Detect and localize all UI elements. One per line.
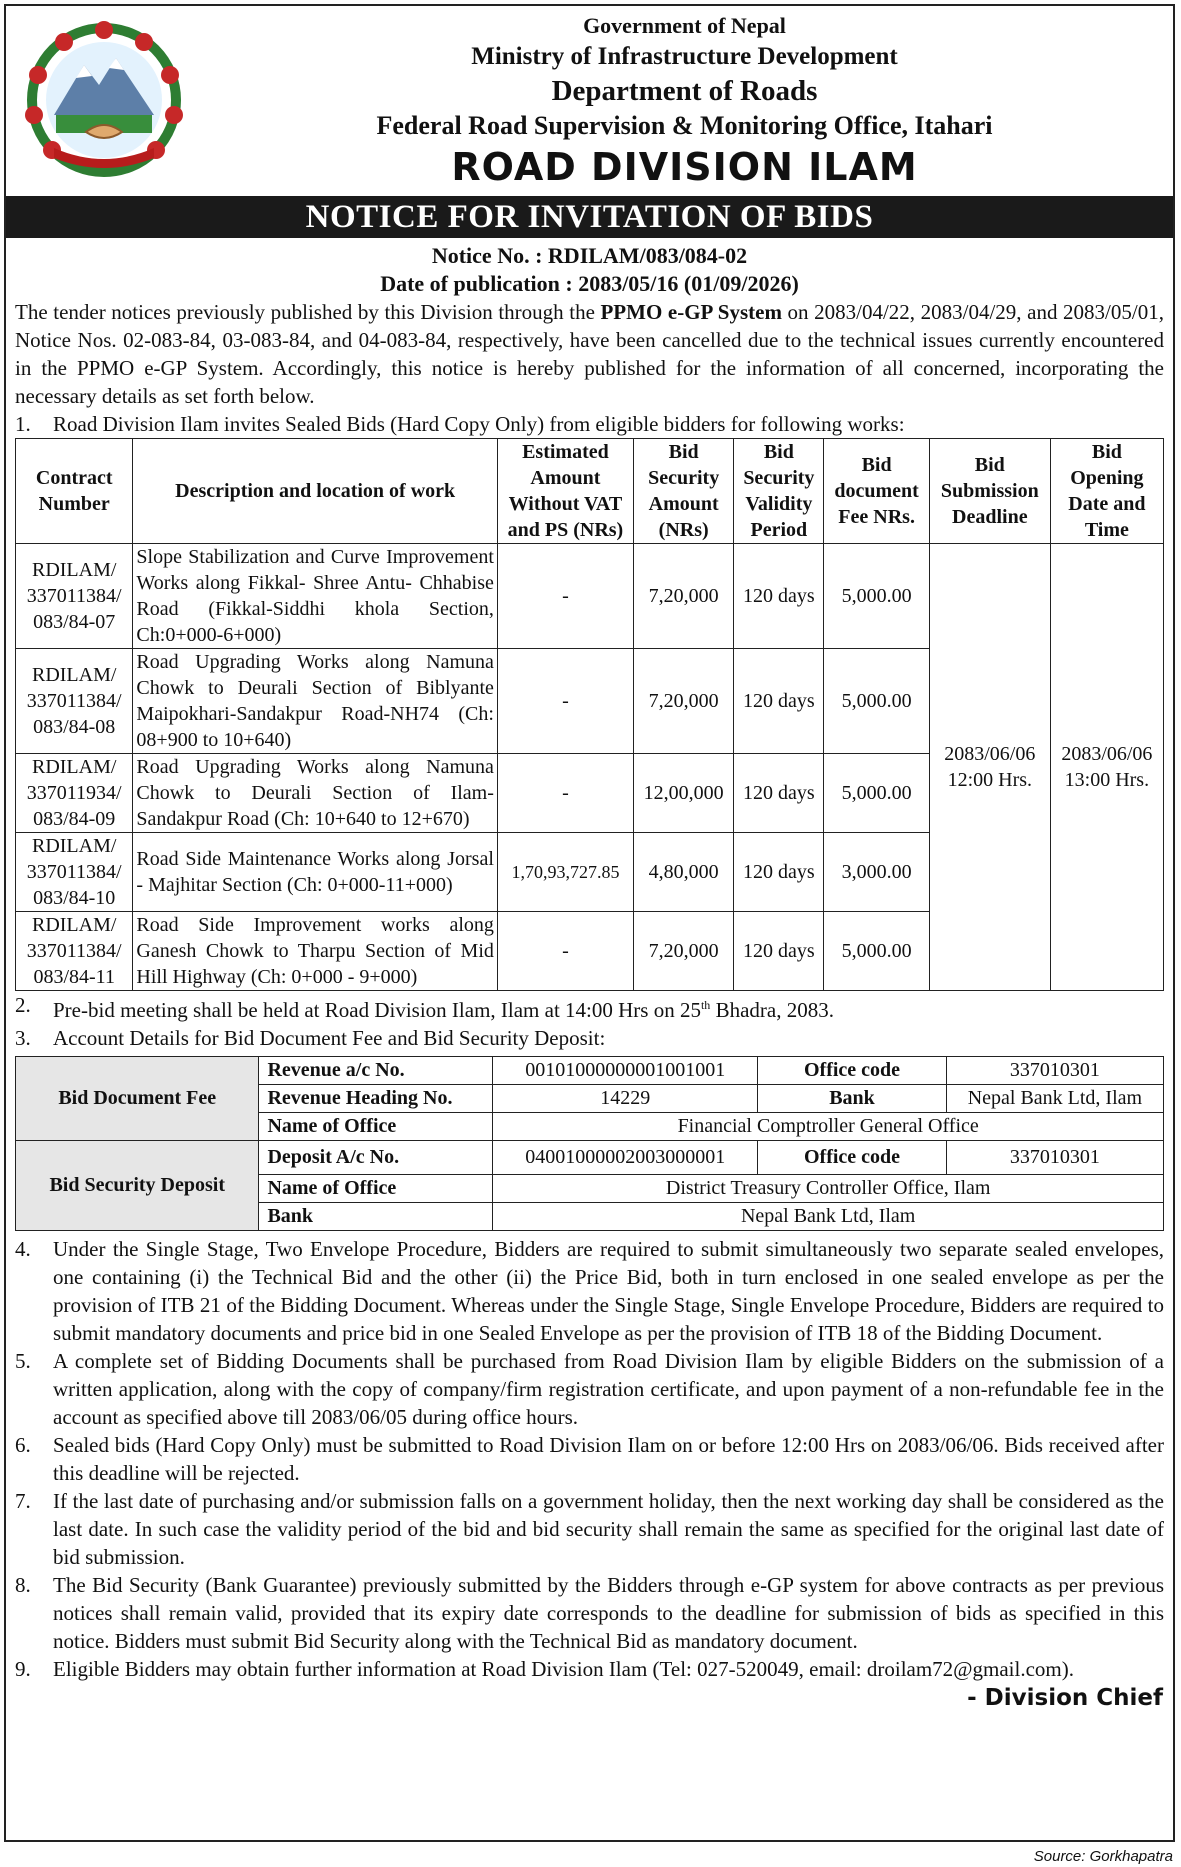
contract-number: RDILAM/ 337011384/ 083/84-10 <box>16 833 133 912</box>
list-item-1 <box>15 410 1164 438</box>
work-description: Road Upgrading Works along Namuna Chowk to Deurali Section of Biblyante Maipokhari-Sandakpur Road-NH74 (Ch: 08+900 to 10+640) <box>133 649 497 754</box>
intro-text-start: The tender notices previously published by this Division through the <box>15 300 601 324</box>
bid-document-fee: 3,000.00 <box>824 833 929 912</box>
publication-date: Date of publication : 2083/05/16 (01/09/2026) <box>380 271 799 296</box>
office-code-value: 337010301 <box>946 1057 1163 1085</box>
works-table <box>15 438 1164 991</box>
col-contract-number: Contract Number <box>16 439 133 544</box>
item-text: Account Details for Bid Document Fee and Bid Security Deposit: <box>53 1026 606 1050</box>
notice-body <box>6 298 1173 1683</box>
notice-frame <box>4 4 1175 1842</box>
bank-label: Bank <box>758 1085 947 1113</box>
bid-security-amount: 7,20,000 <box>633 912 733 991</box>
col-description: Description and location of work <box>133 439 497 544</box>
bid-document-fee: 5,000.00 <box>824 544 929 649</box>
nepal-emblem-icon <box>24 20 184 180</box>
contract-number: RDILAM/ 337011934/ 083/84-09 <box>16 754 133 833</box>
notice-number: Notice No. : RDILAM/083/084-02 <box>431 243 748 268</box>
bid-document-fee: 5,000.00 <box>824 649 929 754</box>
item-number: 7. <box>15 1489 31 1513</box>
bid-security-amount: 7,20,000 <box>633 544 733 649</box>
item-text <box>53 991 1164 1024</box>
item-text: If the last date of purchasing and/or submission falls on a government holiday, then the next working day shall be considered as the last date. In such case the validity period of the bid and bid security shall remain the same as specified for the original last date of bid submission. <box>53 1489 1164 1569</box>
item-number: 6. <box>15 1433 31 1457</box>
table-row <box>16 1141 1164 1175</box>
bid-document-fee: 5,000.00 <box>824 912 929 991</box>
deposit-ac-value: 04001000002003000001 <box>493 1141 758 1175</box>
work-description: Slope Stabilization and Curve Improvement Works along Fikkal- Shree Antu- Chhabise Road (Fikkal-Siddhi khola Section, Ch:0+000-6+000) <box>133 544 497 649</box>
item-text: A complete set of Bidding Documents shall be purchased from Road Division Ilam by eligible Bidders on the submission of a written application, along with the copy of company/firm registration certificate, and upon payment of a non-refundable fee in the account as specified above till 2083/06/05 during office hours. <box>53 1349 1164 1429</box>
bank-value: Nepal Bank Ltd, Ilam <box>493 1203 1164 1231</box>
col-bid-security-amount: Bid Security Amount (NRs) <box>633 439 733 544</box>
office-name-value: District Treasury Controller Office, Ilam <box>493 1175 1164 1203</box>
estimated-amount: - <box>497 649 633 754</box>
source-credit: Source: Gorkhapatra <box>1033 1848 1173 1865</box>
pre-bid-text: Pre-bid meeting shall be held at Road Division Ilam, Ilam at 14:00 Hrs on 25 <box>53 998 701 1022</box>
item-number: 4. <box>15 1237 31 1261</box>
col-bid-opening: Bid Opening Date and Time <box>1050 439 1163 544</box>
list-item-5 <box>15 1347 1164 1431</box>
list-item-6 <box>15 1431 1164 1487</box>
bid-submission-deadline: 2083/06/06 12:00 Hrs. <box>929 544 1050 991</box>
estimated-amount: 1,70,93,727.85 <box>497 833 633 912</box>
notice-banner: NOTICE FOR INVITATION OF BIDS <box>6 196 1173 238</box>
bid-security-amount: 12,00,000 <box>633 754 733 833</box>
bid-opening-time: 2083/06/06 13:00 Hrs. <box>1050 544 1163 991</box>
col-bid-security-validity: Bid Security Validity Period <box>734 439 824 544</box>
bid-security-validity: 120 days <box>734 833 824 912</box>
item-text: Eligible Bidders may obtain further information at Road Division Ilam (Tel: 027-520049, email: droilam72@gmail.com). <box>53 1657 1074 1681</box>
estimated-amount: - <box>497 754 633 833</box>
deposit-ac-label: Deposit A/c No. <box>259 1141 493 1175</box>
bid-security-validity: 120 days <box>734 754 824 833</box>
item-number: 8. <box>15 1573 31 1597</box>
col-bid-submission-deadline: Bid Submission Deadline <box>929 439 1050 544</box>
office-name-label: Name of Office <box>259 1113 493 1141</box>
bid-security-validity: 120 days <box>734 544 824 649</box>
list-item-4 <box>15 1235 1164 1347</box>
revenue-heading-value: 14229 <box>493 1085 758 1113</box>
list-item-8 <box>15 1571 1164 1655</box>
notice-header <box>6 6 1173 196</box>
bank-label: Bank <box>259 1203 493 1231</box>
office-code-label: Office code <box>758 1057 947 1085</box>
header-government: Government of Nepal <box>583 13 786 38</box>
contract-number: RDILAM/ 337011384/ 083/84-07 <box>16 544 133 649</box>
account-details-table <box>15 1056 1164 1231</box>
signature-division-chief: - Division Chief <box>967 1685 1163 1711</box>
contract-number: RDILAM/ 337011384/ 083/84-11 <box>16 912 133 991</box>
list-item-9 <box>15 1655 1164 1683</box>
item-number: 1. <box>15 412 31 436</box>
item-text: The Bid Security (Bank Guarantee) previously submitted by the Bidders through e-GP system for above contracts as per previous notices shall remain valid, provided that its expiry date corresponds to the deadline for submission of bids as specified in this notice. Bidders must submit Bid Security along with the Technical Bid as mandatory document. <box>53 1573 1164 1653</box>
work-description: Road Upgrading Works along Namuna Chowk to Deurali Section of Ilam-Sandakpur Road (Ch: 10+640 to 12+670) <box>133 754 497 833</box>
list-item-7 <box>15 1487 1164 1571</box>
bid-security-validity: 120 days <box>734 912 824 991</box>
office-code-label: Office code <box>758 1141 947 1175</box>
work-description: Road Side Improvement works along Ganesh Chowk to Tharpu Section of Mid Hill Highway (Ch: 0+000 - 9+000) <box>133 912 497 991</box>
list-item-3 <box>15 1024 1164 1052</box>
bid-document-fee: 5,000.00 <box>824 754 929 833</box>
header-ministry: Ministry of Infrastructure Development <box>471 43 898 70</box>
intro-paragraph <box>15 298 1164 410</box>
table-row <box>16 1057 1164 1085</box>
item-text: Under the Single Stage, Two Envelope Procedure, Bidders are required to submit simultaneously two separate sealed envelopes, one containing (i) the Technical Bid and the other (ii) the Price Bid, both in turn enclosed in one sealed envelope as per the provision of ITB 21 of the Bidding Document. Whereas under the Single Stage, Single Envelope Procedure, Bidders are required to submit mandatory documents and price bid in one Sealed Envelope as per the provision of ITB 18 of the Bidding Document. <box>53 1237 1164 1345</box>
bid-security-deposit-group: Bid Security Deposit <box>16 1141 259 1231</box>
item-text: Road Division Ilam invites Sealed Bids (Hard Copy Only) from eligible bidders for following works: <box>53 412 905 436</box>
item-number: 9. <box>15 1657 31 1681</box>
col-estimated-amount: Estimated Amount Without VAT and PS (NRs) <box>497 439 633 544</box>
intro-text-end: on 2083/04/22, 2083/04/29, and 2083/05/01, Notice Nos. 02-083-84, 03-083-84, and 04-083-84, respectively, have been cancelled due to the technical issues currently encountered in the PPMO e-GP System. Accordingly, this notice is hereby published for the information of all concerned, incorporating the necessary details as set forth below. <box>15 300 1164 408</box>
header-department: Department of Roads <box>551 75 818 107</box>
ordinal-suffix: th <box>700 998 711 1012</box>
item-number: 5. <box>15 1349 31 1373</box>
bank-value: Nepal Bank Ltd, Ilam <box>946 1085 1163 1113</box>
table-row <box>16 544 1164 649</box>
bid-security-amount: 4,80,000 <box>633 833 733 912</box>
bid-document-fee-group: Bid Document Fee <box>16 1057 259 1141</box>
header-office: Federal Road Supervision & Monitoring Office, Itahari <box>376 111 993 140</box>
bid-security-validity: 120 days <box>734 649 824 754</box>
item-number: 2. <box>15 993 31 1017</box>
pre-bid-date: Bhadra, 2083. <box>710 998 834 1022</box>
col-bid-document-fee: Bid document Fee NRs. <box>824 439 929 544</box>
contract-number: RDILAM/ 337011384/ 083/84-08 <box>16 649 133 754</box>
item-number: 3. <box>15 1026 31 1050</box>
header-division: ROAD DIVISION ILAM <box>451 145 918 189</box>
office-code-value: 337010301 <box>946 1141 1163 1175</box>
office-name-value: Financial Comptroller General Office <box>493 1113 1164 1141</box>
estimated-amount: - <box>497 912 633 991</box>
bid-security-amount: 7,20,000 <box>633 649 733 754</box>
work-description: Road Side Maintenance Works along Jorsal - Majhitar Section (Ch: 0+000-11+000) <box>133 833 497 912</box>
item-text: Sealed bids (Hard Copy Only) must be submitted to Road Division Ilam on or before 12:00 Hrs on 2083/06/06. Bids received after this deadline will be rejected. <box>53 1433 1164 1485</box>
list-item-2 <box>15 991 1164 1024</box>
revenue-ac-label: Revenue a/c No. <box>259 1057 493 1085</box>
office-name-label: Name of Office <box>259 1175 493 1203</box>
intro-ppmo-bold: PPMO e-GP System <box>600 300 782 324</box>
revenue-heading-label: Revenue Heading No. <box>259 1085 493 1113</box>
revenue-ac-value: 00101000000001001001 <box>493 1057 758 1085</box>
estimated-amount: - <box>497 544 633 649</box>
